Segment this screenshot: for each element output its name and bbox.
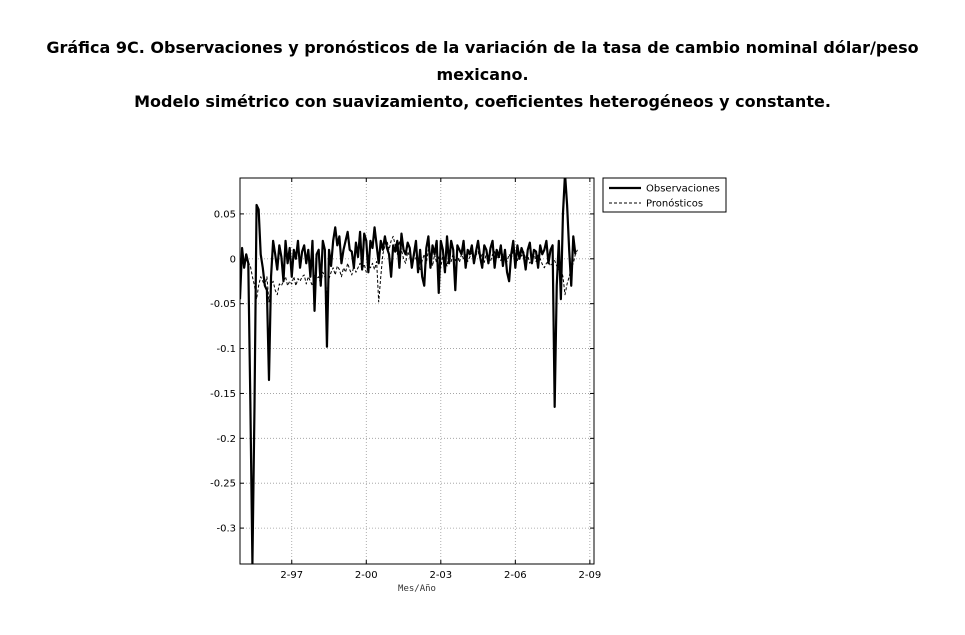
chart-title-line-3: Modelo simétrico con suavizamiento, coeficientes heterogéneos y constante. xyxy=(134,92,831,111)
x-tick-label: 2-03 xyxy=(429,570,453,581)
y-tick-label: -0.1 xyxy=(216,344,236,356)
x-tick-label: 2-97 xyxy=(280,570,304,581)
x-tick-label: 2-06 xyxy=(503,570,527,581)
y-tick-label: -0.25 xyxy=(210,478,236,490)
x-tick-label: 2-09 xyxy=(578,570,602,581)
legend-label: Pronósticos xyxy=(646,198,704,210)
y-tick-label: -0.3 xyxy=(216,523,236,535)
x-tick-label: 2-00 xyxy=(354,570,378,581)
y-tick-label: -0.05 xyxy=(210,299,236,311)
x-axis-label: Mes/Año xyxy=(398,584,436,594)
y-tick-label: -0.15 xyxy=(210,388,236,400)
plot-area xyxy=(240,178,594,564)
y-tick-label: 0 xyxy=(229,254,236,266)
chart-title-line-2: mexicano. xyxy=(436,65,529,84)
legend-label: Observaciones xyxy=(646,183,720,195)
y-tick-label: 0.05 xyxy=(213,209,236,221)
y-tick-label: -0.2 xyxy=(216,433,236,445)
chart-title-line-1: Gráfica 9C. Observaciones y pronósticos de la variación de la tasa de cambio nominal dólar/peso xyxy=(46,38,919,57)
